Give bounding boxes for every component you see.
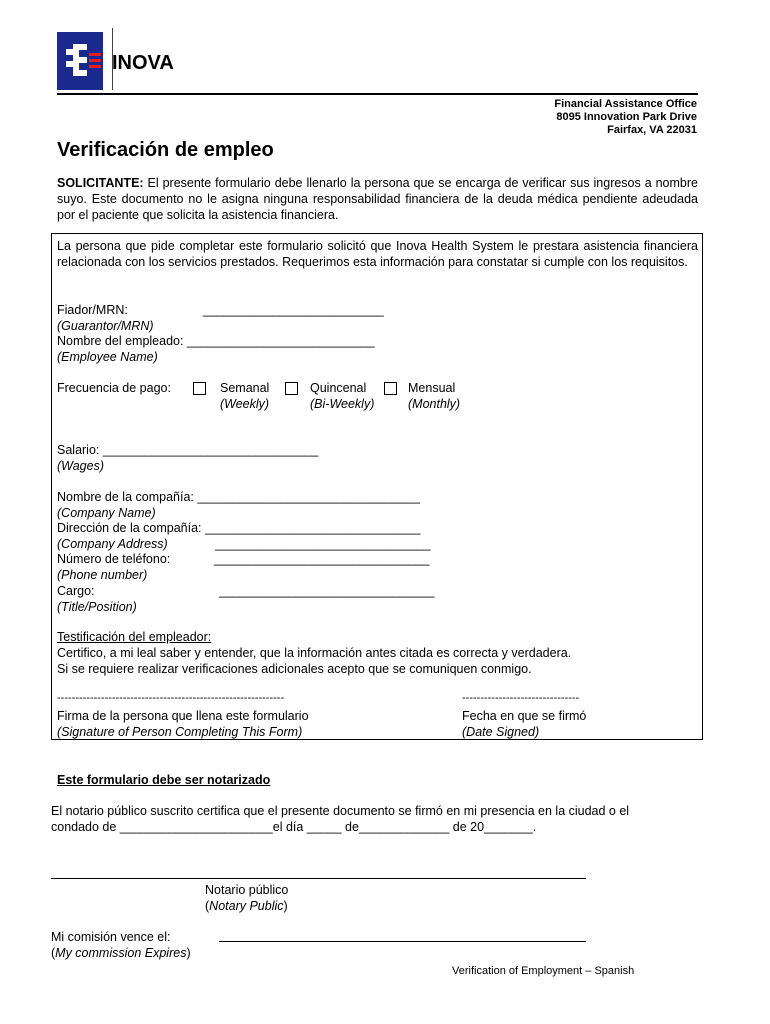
signature-label-en: (Signature of Person Completing This Form) xyxy=(57,725,303,739)
phone-label-en: (Phone number) xyxy=(57,568,148,582)
attestation-line: Certifico, a mi leal saber y entender, que la información antes citada es correcta y verdadera. xyxy=(57,646,572,660)
logo-text: INOVA xyxy=(112,52,174,74)
company-name-label-en: (Company Name) xyxy=(57,506,156,520)
page-title: Verificación de empleo xyxy=(57,139,274,161)
monthly-checkbox[interactable] xyxy=(384,382,397,395)
weekly-label-en: (Weekly) xyxy=(220,397,270,411)
phone-field[interactable]: _______________________________ xyxy=(214,552,430,566)
company-address-field[interactable]: Dirección de la compañía: _______________________________ xyxy=(57,521,421,535)
biweekly-label: Quincenal xyxy=(310,381,367,395)
title-field[interactable]: _______________________________ xyxy=(219,584,435,598)
notary-heading: Este formulario debe ser notarizado xyxy=(57,773,271,787)
applicant-text: El presente formulario debe llenarlo la persona que se encarga de verificar sus ingresos a nombre suyo. Este documento no le asigna ninguna responsabilidad financiera de la deuda médica pendiente adeudada por el paciente que solicita la asistencia financiera. xyxy=(57,176,698,222)
commission-label-en: (My commission Expires) xyxy=(51,946,191,960)
phone-label: Número de teléfono: xyxy=(57,552,171,566)
employee-name-field[interactable]: Nombre del empleado: ___________________________ xyxy=(57,334,375,348)
applicant-intro xyxy=(57,175,698,223)
guarantor-label-en: (Guarantor/MRN) xyxy=(57,319,154,333)
biweekly-label-en: (Bi-Weekly) xyxy=(310,397,375,411)
company-address-line2[interactable]: _______________________________ xyxy=(215,537,431,551)
weekly-label: Semanal xyxy=(220,381,270,395)
header-rule xyxy=(57,93,698,95)
title-label-en: (Title/Position) xyxy=(57,600,137,614)
signature-field[interactable]: -------------------------------------------------------------- xyxy=(57,692,285,704)
inova-logo-icon xyxy=(57,32,103,90)
wages-field[interactable]: Salario: _______________________________ xyxy=(57,443,319,457)
address-line: Fairfax, VA 22031 xyxy=(607,124,697,136)
attestation-title: Testificación del empleador: xyxy=(57,630,212,644)
commission-label: Mi comisión vence el: xyxy=(51,930,171,944)
inova-logo xyxy=(57,32,103,90)
pay-frequency-label: Frecuencia de pago: xyxy=(57,381,171,395)
monthly-label-en: (Monthly) xyxy=(408,397,461,411)
company-address-label-en: (Company Address) xyxy=(57,537,168,551)
box-intro: La persona que pide completar este formulario solicitó que Inova Health System le prestara asistencia financiera relacionada con los servicios prestados. Requerimos esta información para constatar si cumple con los requisitos. xyxy=(57,239,698,269)
notary-label-en-text: Notary Public xyxy=(209,899,284,913)
guarantor-field[interactable]: __________________________ xyxy=(203,303,384,317)
notary-statement-fields[interactable]: condado de ______________________el día _____ de_____________ de 20_______. xyxy=(51,820,537,834)
guarantor-label: Fiador/MRN: xyxy=(57,303,128,317)
footer-text: Verification of Employment – Spanish xyxy=(452,965,635,977)
attestation-line: Si se requiere realizar verificaciones adicionales acepto que se comuniquen conmigo. xyxy=(57,662,532,676)
weekly-checkbox[interactable] xyxy=(193,382,206,395)
address-line: 8095 Innovation Park Drive xyxy=(556,111,697,123)
title-label: Cargo: xyxy=(57,584,95,598)
notary-label: Notario público xyxy=(205,883,289,897)
applicant-label: SOLICITANTE: xyxy=(57,176,144,190)
office-address xyxy=(554,98,697,137)
notary-label-en: (Notary Public) xyxy=(205,899,288,913)
wages-label-en: (Wages) xyxy=(57,459,105,473)
date-signed-field[interactable]: -------------------------------- xyxy=(462,692,580,704)
monthly-label: Mensual xyxy=(408,381,456,395)
date-signed-label-en: (Date Signed) xyxy=(462,725,540,739)
commission-expiry-line[interactable] xyxy=(219,941,586,942)
signature-label: Firma de la persona que llena este formulario xyxy=(57,709,309,723)
notary-signature-line[interactable] xyxy=(51,878,586,879)
notary-statement: El notario público suscrito certifica que el presente documento se firmó en mi presencia en la ciudad o el xyxy=(51,804,630,818)
company-name-field[interactable]: Nombre de la compañía: ________________________________ xyxy=(57,490,420,504)
biweekly-checkbox[interactable] xyxy=(285,382,298,395)
employee-name-label-en: (Employee Name) xyxy=(57,350,158,364)
date-signed-label: Fecha en que se firmó xyxy=(462,709,587,723)
address-line: Financial Assistance Office xyxy=(554,98,697,110)
commission-label-en-text: My commission Expires xyxy=(55,946,187,960)
